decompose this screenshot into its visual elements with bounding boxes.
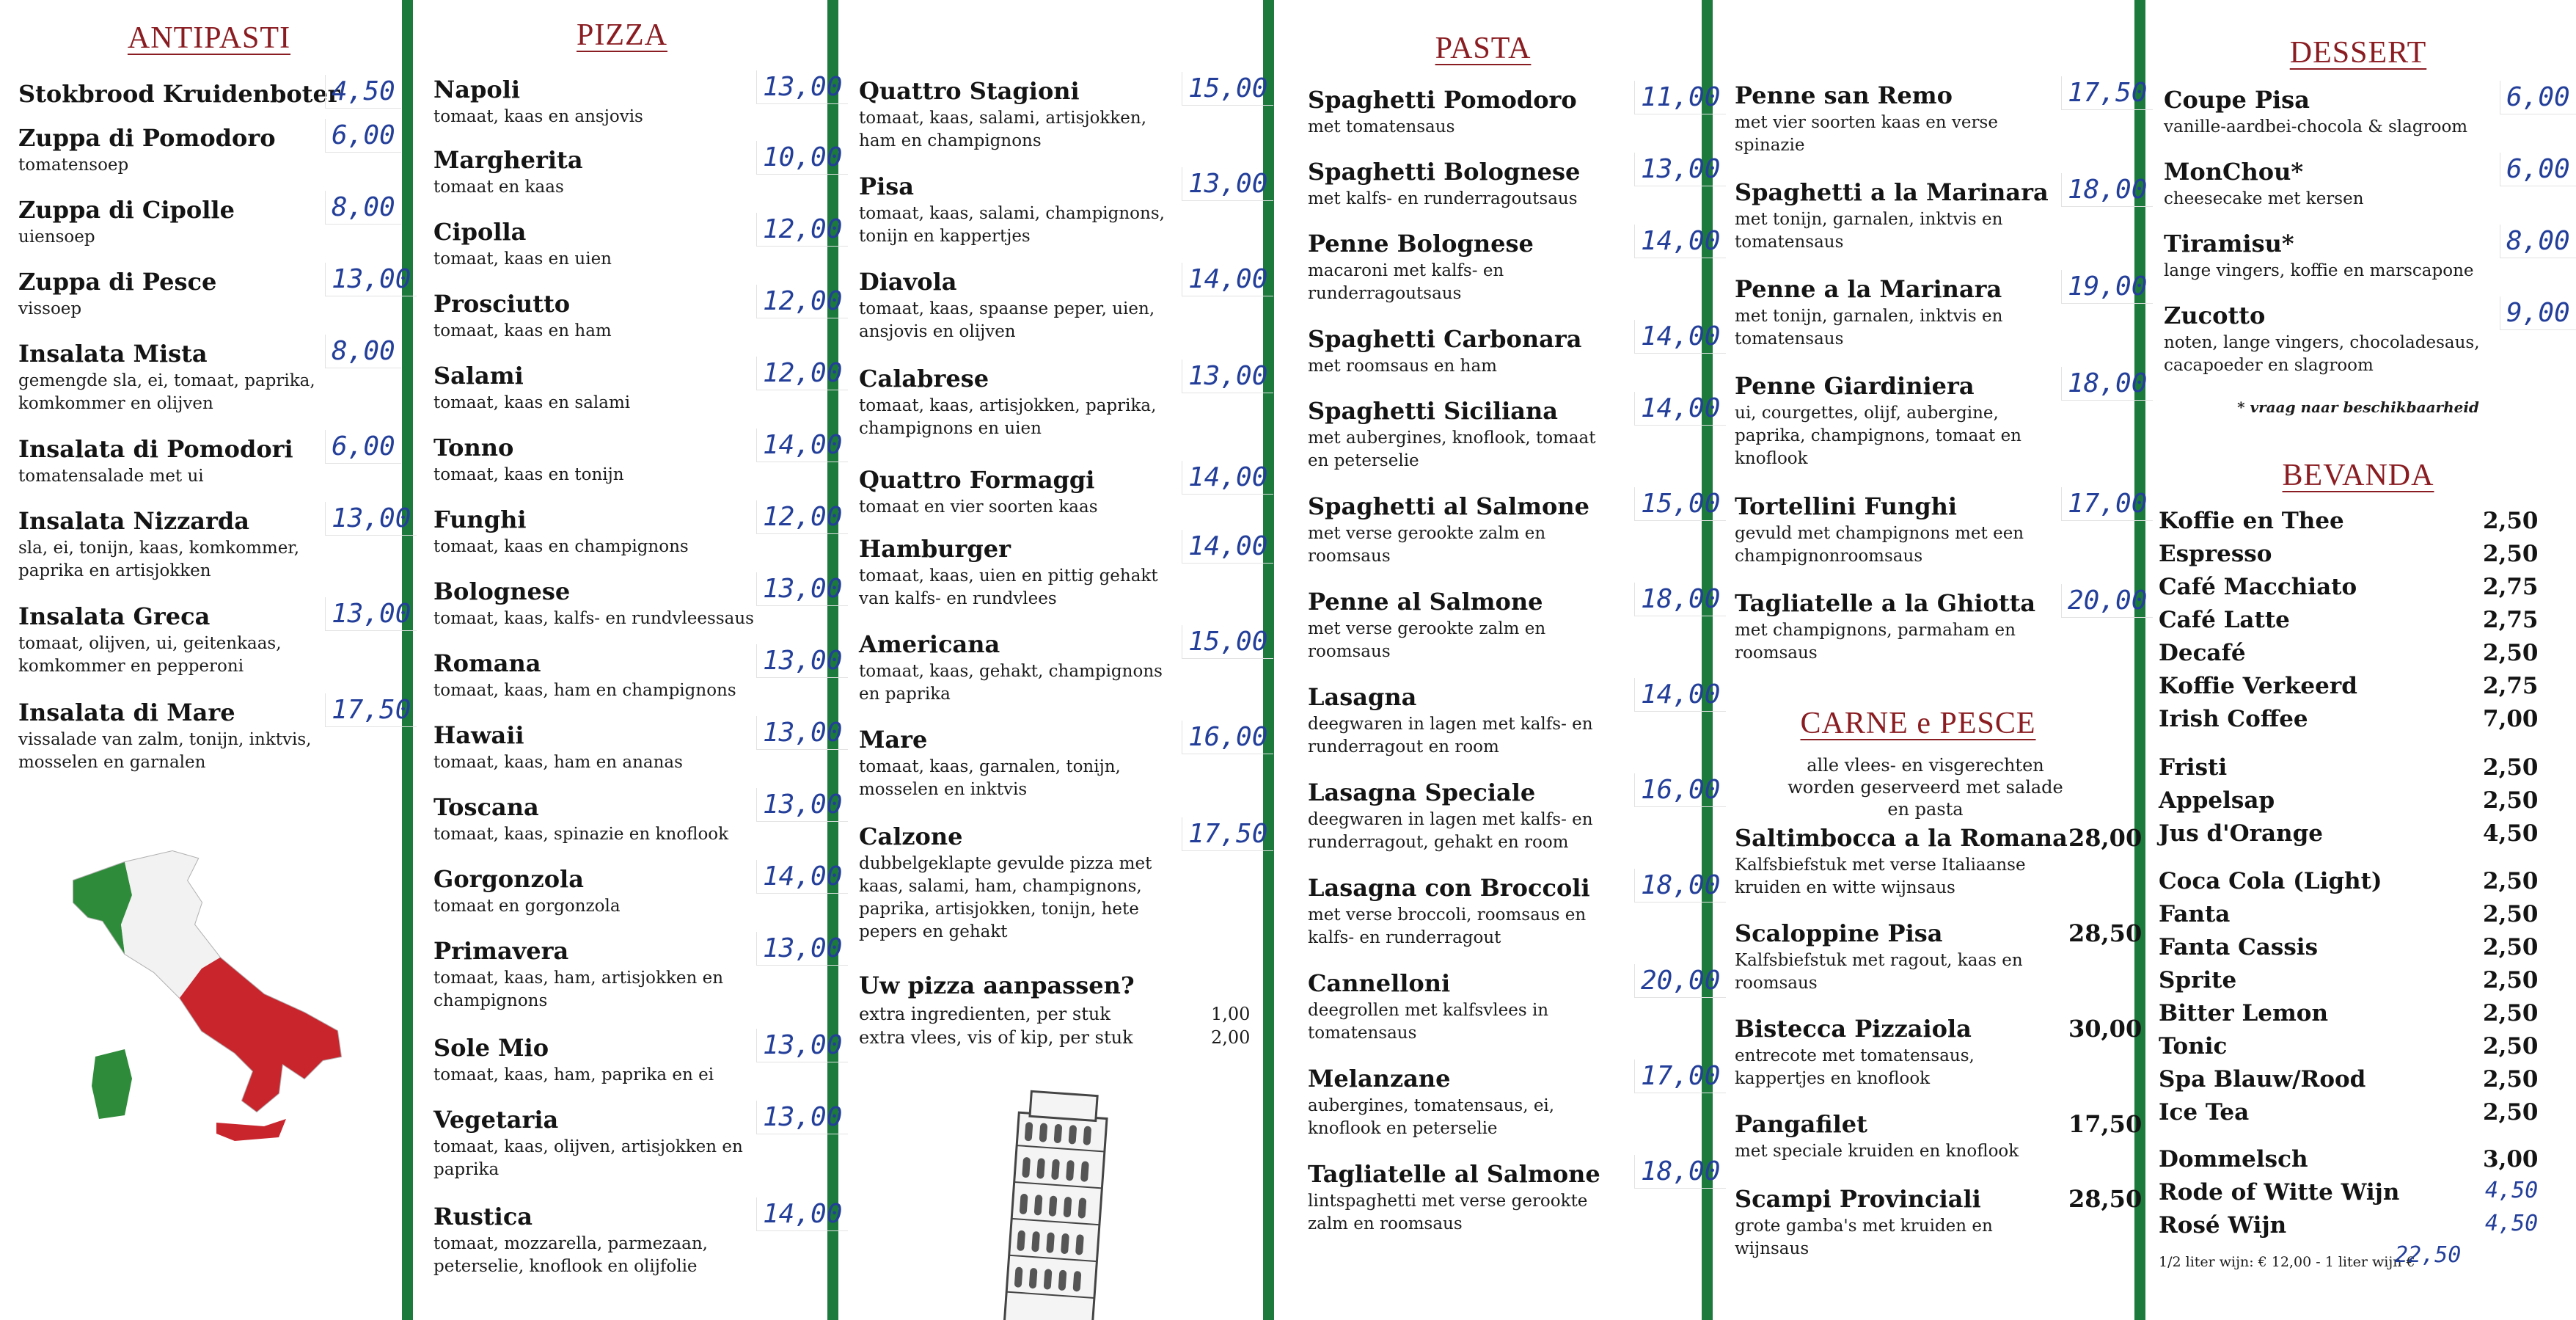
carne-pesce-item [1735, 824, 2143, 905]
pasta-item-name: Spaghetti al Salmone [1308, 492, 1589, 520]
pizza-item [859, 819, 1268, 941]
pasta-item-description: aubergines, tomatensaus, ei, knoflook en peterselie [1308, 1096, 1555, 1138]
carne-pesce-heading: CARNE e PESCE [1800, 707, 2036, 740]
pasta-item-price: 16,00 [1634, 773, 1726, 807]
pizza-item-description: tomaat, kaas en ham [433, 321, 612, 340]
pizza-item-price: 14,00 [756, 860, 848, 894]
pizza-item-description: tomaat, kaas, gehakt, champignons en paprika [859, 662, 1163, 704]
beverage-price: 2,50 [2483, 508, 2539, 534]
beverage-name: Decafé [2159, 640, 2246, 666]
pasta-item-description: met tonijn, garnalen, inktvis en tomatensaus [1735, 307, 2003, 349]
pasta-item-price: 19,00 [2061, 270, 2153, 304]
pizza-item-name: Cipolla [433, 218, 527, 246]
beverage-name: Ice Tea [2159, 1099, 2250, 1126]
pizza-item [433, 933, 843, 1018]
pizza-item-description: tomaat, kaas en tonijn [433, 465, 624, 484]
pasta-item [1308, 393, 1721, 478]
pizza-continued-column [838, 0, 1268, 1320]
pasta-item [1735, 368, 2148, 468]
pasta-item-description: deegrollen met kalfsvlees in tomatensaus [1308, 1001, 1549, 1043]
pizza-item-name: Pisa [859, 172, 914, 200]
antipasti-item-name: Insalata Nizzarda [18, 507, 249, 535]
beverage-price: 2,50 [2483, 1066, 2539, 1093]
pizza-item-name: Primavera [433, 937, 569, 965]
pizza-item-name: Gorgonzola [433, 865, 584, 893]
pizza-item-name: Margherita [433, 146, 583, 174]
antipasti-item-price: 13,00 [325, 502, 417, 536]
carne-pesce-item-price: 30,00 [2068, 1015, 2143, 1043]
beverage-price: 7,00 [2483, 706, 2539, 732]
antipasti-item-description: tomatensalade met ui [18, 467, 204, 486]
pasta-item-name: Lasagna [1308, 683, 1417, 711]
beverage-price: 4,50 [2483, 820, 2539, 847]
pizza-item-name: Mare [859, 726, 928, 754]
pasta-item-description: met tonijn, garnalen, inktvis en tomatensaus [1735, 210, 2003, 252]
dessert-item-name: Coupe Pisa [2164, 86, 2310, 114]
pizza-item [859, 264, 1268, 349]
pizza-item-price: 13,00 [756, 1101, 848, 1134]
pasta-item-name: Penne san Remo [1735, 81, 1953, 109]
pizza-item-name: Toscana [433, 793, 539, 821]
antipasti-item [18, 695, 411, 780]
pasta-item [1308, 489, 1721, 574]
beverage-price: 2,50 [2483, 868, 2539, 894]
pasta-item-description: ui, courgettes, olijf, aubergine, paprika, champignons, tomaat en knoflook [1735, 404, 2021, 468]
pasta-item-name: Penne al Salmone [1308, 588, 1543, 616]
pasta-item-name: Lasagna Speciale [1308, 778, 1536, 806]
dessert-bevanda-column [2145, 0, 2570, 1320]
carne-pesce-item-price: 17,50 [2068, 1110, 2143, 1138]
dessert-item-description: cheesecake met kersen [2164, 189, 2364, 208]
pizza-item-price: 12,00 [756, 500, 848, 534]
pasta-item-price: 14,00 [1634, 678, 1726, 712]
dessert-item-name: Tiramisu* [2164, 230, 2294, 258]
pizza-item-name: Rustica [433, 1203, 533, 1230]
antipasti-item-description: uiensoep [18, 227, 95, 247]
pasta-item-description: met champignons, parmaham en roomsaus [1735, 621, 2016, 663]
column-divider [402, 0, 413, 1320]
pasta-item [1308, 870, 1721, 955]
antipasti-item-description: vissalade van zalm, tonijn, inktvis, mosselen en garnalen [18, 730, 312, 772]
carne-pesce-item-price: 28,00 [2068, 824, 2143, 852]
beverage-name: Fanta Cassis [2159, 934, 2319, 960]
beverage-price: 2,50 [2483, 1033, 2539, 1060]
pasta-carne-column [1713, 0, 2148, 1320]
pizza-item-name: Tonno [433, 434, 514, 462]
beverage-name: Coca Cola (Light) [2159, 868, 2382, 894]
dessert-item-name: MonChou* [2164, 158, 2304, 186]
pasta-item-name: Melanzane [1308, 1065, 1451, 1093]
pasta-item-description: met verse gerookte zalm en roomsaus [1308, 619, 1546, 661]
beverage-price: 2,50 [2483, 967, 2539, 993]
dessert-item-description: lange vingers, koffie en marscapone [2164, 261, 2474, 280]
pizza-item-description: tomaat, kaas en uien [433, 249, 612, 269]
pasta-item-name: Spaghetti Bolognese [1308, 158, 1581, 186]
pizza-item-name: Calabrese [859, 365, 989, 393]
pasta-item-description: deegwaren in lagen met kalfs- en runderragout, gehakt en room [1308, 810, 1593, 852]
pasta-item-description: lintspaghetti met verse gerookte zalm en roomsaus [1308, 1192, 1588, 1233]
beverage-name: Rode of Witte Wijn [2159, 1179, 2400, 1206]
pizza-item-name: Funghi [433, 506, 527, 533]
pizza-item [859, 73, 1268, 158]
pizza-customize-block [859, 972, 1255, 1060]
pizza-item-description: tomaat, kaas en ansjovis [433, 107, 643, 126]
antipasti-item-name: Insalata Mista [18, 340, 208, 368]
pasta-item-description: met roomsaus en ham [1308, 357, 1497, 376]
pizza-item-name: Americana [859, 630, 1000, 658]
pasta-item-name: Spaghetti a la Marinara [1735, 178, 2049, 206]
antipasti-item [18, 336, 400, 421]
carne-pesce-item-price: 28,50 [2068, 919, 2143, 947]
pasta-item [1308, 584, 1721, 669]
antipasti-column [0, 0, 411, 1320]
beverage-name: Fanta [2159, 901, 2231, 927]
wine-liter-price: 22,50 [2395, 1242, 2462, 1268]
leaning-tower-illustration [981, 1086, 1128, 1320]
pizza-item-description: tomaat, kaas, spinazie en knoflook [433, 825, 729, 844]
beverage-price: 2,50 [2483, 787, 2539, 814]
pasta-item-name: Cannelloni [1308, 969, 1451, 997]
column-divider [1702, 0, 1713, 1320]
carne-pesce-item-description: Kalfsbiefstuk met verse Italiaanse kruiden en witte wijnsaus [1735, 856, 2026, 897]
beverage-price: 2,50 [2483, 934, 2539, 960]
antipasti-item-name: Insalata di Pomodori [18, 435, 293, 463]
pizza-item [859, 627, 1268, 712]
pizza-item-name: Napoli [433, 76, 521, 103]
antipasti-item-description: tomaat, olijven, ui, geitenkaas, komkommer en pepperoni [18, 634, 282, 676]
wine-note: 1/2 liter wijn: € 12,00 - 1 liter wijn € [2159, 1254, 2415, 1270]
pizza-item [433, 1199, 843, 1284]
beverage-price: 3,00 [2483, 1146, 2539, 1173]
pasta-item [1735, 78, 2148, 163]
antipasti-item-name: Zuppa di Cipolle [18, 196, 235, 224]
carne-pesce-item-description: grote gamba's met kruiden en wijnsaus [1735, 1217, 1993, 1258]
pasta-item-price: 20,00 [2061, 584, 2153, 618]
beverage-price: 2,50 [2483, 1099, 2539, 1126]
pasta-item-name: Tortellini Funghi [1735, 492, 1957, 520]
pizza-column [413, 0, 843, 1320]
pasta-item [1308, 679, 1721, 765]
pizza-item-name: Vegetaria [433, 1106, 559, 1134]
pasta-item-price: 18,00 [1634, 583, 1726, 616]
pasta-item-description: deegwaren in lagen met kalfs- en runderragout en room [1308, 715, 1593, 756]
pizza-item-price: 13,00 [756, 716, 848, 750]
dessert-item-price: 8,00 [2500, 225, 2576, 258]
pasta-item-price: 20,00 [1634, 964, 1726, 998]
pasta-item-description: met verse gerookte zalm en roomsaus [1308, 524, 1546, 566]
dessert-item-name: Zucotto [2164, 302, 2266, 329]
pizza-item-price: 12,00 [756, 357, 848, 390]
pizza-item-description: tomaat en gorgonzola [433, 897, 621, 916]
antipasti-item-description: sla, ei, tonijn, kaas, komkommer, paprika en artisjokken [18, 539, 300, 580]
pizza-item-price: 13,00 [756, 70, 848, 104]
pasta-item-description: met kalfs- en runderragoutsaus [1308, 189, 1578, 208]
pizza-item-description: tomaat, kaas, garnalen, tonijn, mosselen en inktvis [859, 757, 1121, 799]
pizza-item-name: Calzone [859, 823, 963, 850]
beverage-price: 2,50 [2483, 640, 2539, 666]
pasta-item-price: 14,00 [1634, 225, 1726, 258]
pizza-item-description: tomaat, kaas, salami, champignons, tonijn en kappertjes [859, 204, 1165, 246]
pizza-customize-title: Uw pizza aanpassen? [859, 971, 1135, 999]
italy-map-illustration [44, 836, 367, 1145]
dessert-item-description: noten, lange vingers, chocoladesaus, cacapoeder en slagroom [2164, 333, 2480, 375]
pasta-item [1308, 1156, 1721, 1241]
pasta-item-price: 15,00 [1634, 487, 1726, 521]
pizza-item-price: 14,00 [756, 1197, 848, 1231]
pasta-item-name: Lasagna con Broccoli [1308, 874, 1590, 902]
dessert-footnote: * vraag naar beschikbaarheid [2237, 398, 2479, 416]
pasta-item [1735, 271, 2148, 357]
pasta-item-price: 18,00 [1634, 869, 1726, 903]
pizza-item-name: Hawaii [433, 721, 524, 749]
dessert-item-price: 9,00 [2500, 296, 2576, 330]
pizza-item-description: tomaat, kaas, ham, artisjokken en champignons [433, 969, 724, 1010]
pizza-item-name: Quattro Stagioni [859, 77, 1080, 105]
beverage-price: 2,75 [2483, 574, 2539, 600]
pizza-item-name: Diavola [859, 268, 957, 296]
pizza-item-description: tomaat, kaas, uien en pittig gehakt van kalfs- en rundvlees [859, 566, 1158, 608]
pizza-item-price: 14,00 [1182, 461, 1273, 495]
pasta-item-price: 11,00 [1634, 81, 1726, 114]
pizza-item-price: 15,00 [1182, 72, 1273, 106]
beverage-price: 2,75 [2483, 673, 2539, 699]
beverage-price: 4,50 [2485, 1178, 2539, 1203]
pizza-item-price: 14,00 [1182, 530, 1273, 564]
pasta-heading: PASTA [1435, 32, 1532, 65]
pizza-item-description: tomaat, kaas, olijven, artisjokken en paprika [433, 1137, 743, 1179]
pizza-item-price: 17,50 [1182, 817, 1273, 851]
beverage-name: Appelsap [2159, 787, 2275, 814]
pasta-item-price: 17,50 [2061, 76, 2153, 110]
pasta-item [1735, 586, 2148, 671]
carne-pesce-item-price: 28,50 [2068, 1185, 2143, 1213]
pizza-item-description: tomaat, kaas, ham en ananas [433, 753, 683, 772]
pasta-item-price: 14,00 [1634, 320, 1726, 354]
pizza-item-description: tomaat, kaas, kalfs- en rundvleessaus [433, 609, 754, 628]
pasta-item-name: Tagliatelle a la Ghiotta [1735, 589, 2036, 617]
pasta-item-name: Spaghetti Carbonara [1308, 325, 1582, 353]
carne-pesce-item [1735, 919, 2143, 1001]
pasta-item-price: 18,00 [1634, 1155, 1726, 1189]
beverage-name: Rosé Wijn [2159, 1212, 2287, 1239]
beverage-price: 2,50 [2483, 541, 2539, 567]
dessert-item [2164, 298, 2570, 383]
beverage-price: 4,50 [2485, 1211, 2539, 1236]
antipasti-item-price: 8,00 [325, 335, 401, 368]
pizza-item-price: 13,00 [756, 644, 848, 678]
carne-pesce-item [1735, 1015, 2143, 1096]
carne-pesce-note: alle vlees- en visgerechten worden geserveerd met salade en pasta [1788, 755, 2063, 820]
pasta-item-price: 17,00 [2061, 487, 2153, 521]
pizza-item-price: 13,00 [756, 1029, 848, 1062]
antipasti-item [18, 503, 411, 588]
beverage-name: Koffie Verkeerd [2159, 673, 2357, 699]
pizza-item-description: tomaat, kaas, artisjokken, paprika, champignons en uien [859, 396, 1157, 438]
beverage-name: Espresso [2159, 541, 2272, 567]
pasta-item-name: Penne Giardiniera [1735, 372, 1975, 400]
pasta-item-name: Penne a la Marinara [1735, 275, 2002, 303]
antipasti-item-name: Insalata Greca [18, 602, 211, 630]
pizza-item-name: Prosciutto [433, 290, 571, 318]
pizza-heading: PIZZA [577, 18, 667, 52]
beverage-name: Fristi [2159, 754, 2228, 781]
beverage-price: 2,50 [2483, 901, 2539, 927]
antipasti-item-description: gemengde sla, ei, tomaat, paprika, komkommer en olijven [18, 371, 315, 413]
pizza-item-price: 13,00 [756, 788, 848, 822]
pasta-item [1735, 175, 2148, 260]
antipasti-item-name: Zuppa di Pesce [18, 268, 217, 296]
extra-meat-line: extra vlees, vis of kip, per stuk [859, 1027, 1133, 1048]
pizza-item-description: tomaat, kaas, ham en champignons [433, 681, 736, 700]
carne-pesce-item-name: Bistecca Pizzaiola [1735, 1015, 1972, 1043]
dessert-heading: DESSERT [2289, 36, 2427, 70]
pizza-item [859, 169, 1268, 254]
antipasti-item-description: vissoep [18, 299, 82, 318]
beverage-name: Jus d'Orange [2159, 820, 2323, 847]
pasta-item [1308, 775, 1721, 860]
pasta-item-description: met tomatensaus [1308, 117, 1455, 136]
carne-pesce-item-description: met speciale kruiden en knoflook [1735, 1142, 2019, 1161]
pizza-item [433, 1102, 843, 1187]
antipasti-item-name: Zuppa di Pomodoro [18, 124, 276, 152]
antipasti-item-name: Stokbrood Kruidenboter [18, 80, 340, 108]
antipasti-item-description: tomatensoep [18, 156, 129, 175]
extra-ingredients-price: 1,00 [1211, 1004, 1251, 1024]
pasta-item-name: Tagliatelle al Salmone [1308, 1160, 1600, 1188]
pizza-item-name: Sole Mio [433, 1034, 549, 1062]
pizza-item-name: Quattro Formaggi [859, 466, 1095, 494]
beverage-name: Café Macchiato [2159, 574, 2357, 600]
pizza-item-price: 14,00 [756, 429, 848, 462]
bevanda-heading: BEVANDA [2282, 459, 2434, 492]
pizza-item-description: tomaat en kaas [433, 178, 564, 197]
pasta-item-description: macaroni met kalfs- en runderragoutsaus [1308, 261, 1504, 303]
beverage-name: Spa Blauw/Rood [2159, 1066, 2366, 1093]
pizza-item-description: tomaat, mozzarella, parmezaan, peterselie, knoflook en olijfolie [433, 1234, 708, 1276]
pizza-item-price: 13,00 [1182, 360, 1273, 393]
antipasti-item-price: 17,50 [325, 693, 417, 727]
carne-pesce-item [1735, 1110, 2143, 1192]
beverage-name: Café Latte [2159, 607, 2290, 633]
antipasti-item [18, 599, 411, 684]
beverage-name: Tonic [2159, 1033, 2228, 1060]
antipasti-item-price: 13,00 [325, 263, 417, 296]
pasta-item [1308, 966, 1721, 1051]
dessert-item-description: vanille-aardbei-chocola & slagroom [2164, 117, 2468, 136]
pizza-item-name: Bolognese [433, 577, 571, 605]
pizza-item-price: 14,00 [1182, 263, 1273, 296]
pizza-item-description: tomaat, kaas, salami, artisjokken, ham en champignons [859, 109, 1147, 150]
antipasti-item-price: 13,00 [325, 597, 417, 631]
pizza-item-price: 16,00 [1182, 721, 1273, 754]
pasta-item-description: gevuld met champignons met een champignonroomsaus [1735, 524, 2024, 566]
antipasti-item-price: 6,00 [325, 430, 401, 464]
pasta-item-price: 14,00 [1634, 392, 1726, 426]
carne-pesce-item-name: Pangafilet [1735, 1110, 1867, 1138]
pizza-item-price: 12,00 [756, 285, 848, 318]
pasta-item-name: Spaghetti Siciliana [1308, 397, 1559, 425]
antipasti-item-price: 6,00 [325, 119, 401, 153]
carne-pesce-item [1735, 1185, 2143, 1266]
carne-pesce-item-name: Saltimbocca a la Romana [1735, 824, 2068, 852]
pasta-item-description: met aubergines, knoflook, tomaat en peterselie [1308, 429, 1596, 470]
pizza-item-description: tomaat, kaas, spaanse peper, uien, ansjovis en olijven [859, 299, 1155, 341]
pizza-item-name: Hamburger [859, 535, 1011, 563]
pasta-item-name: Spaghetti Pomodoro [1308, 86, 1577, 114]
pizza-item-price: 13,00 [756, 572, 848, 606]
extra-ingredients-line: extra ingredienten, per stuk [859, 1004, 1110, 1024]
pizza-item-description: tomaat en vier soorten kaas [859, 497, 1098, 517]
antipasti-heading: ANTIPASTI [127, 21, 291, 55]
pasta-item-description: met vier soorten kaas en verse spinazie [1735, 113, 1998, 155]
beverage-price: 2,50 [2483, 754, 2539, 781]
beverage-name: Sprite [2159, 967, 2237, 993]
pizza-item [859, 531, 1268, 616]
pizza-item-price: 10,00 [756, 141, 848, 175]
beverage-price: 2,50 [2483, 1000, 2539, 1027]
pizza-item-price: 15,00 [1182, 625, 1273, 659]
beverage-name: Dommelsch [2159, 1146, 2308, 1173]
pizza-item-price: 13,00 [756, 932, 848, 966]
pizza-item-description: tomaat, kaas, ham, paprika en ei [433, 1065, 714, 1084]
pizza-item [859, 361, 1268, 446]
beverage-price: 2,75 [2483, 607, 2539, 633]
pasta-item-price: 17,00 [1634, 1060, 1726, 1093]
antipasti-item-name: Insalata di Mare [18, 699, 235, 726]
beverage-name: Koffie en Thee [2159, 508, 2344, 534]
pizza-item [859, 722, 1268, 807]
pasta-item-name: Penne Bolognese [1308, 230, 1534, 258]
carne-pesce-item-description: Kalfsbiefstuk met ragout, kaas en roomsaus [1735, 951, 2023, 993]
pasta-item-price: 18,00 [2061, 367, 2153, 401]
pizza-item-description: tomaat, kaas en salami [433, 393, 631, 412]
dessert-item-price: 6,00 [2500, 153, 2576, 186]
carne-pesce-item-name: Scaloppine Pisa [1735, 919, 1943, 947]
pizza-item-name: Romana [433, 649, 541, 677]
beverage-name: Irish Coffee [2159, 706, 2308, 732]
pasta-column [1274, 0, 1721, 1320]
dessert-item-price: 6,00 [2500, 81, 2576, 114]
carne-pesce-item-description: entrecote met tomatensaus, kappertjes en knoflook [1735, 1046, 1975, 1088]
pasta-item [1308, 1061, 1721, 1146]
pasta-item [1308, 226, 1721, 311]
pizza-item-name: Salami [433, 362, 524, 390]
pizza-item-description: tomaat, kaas en champignons [433, 537, 689, 556]
carne-pesce-item-name: Scampi Provinciali [1735, 1185, 1981, 1213]
antipasti-item-price: 8,00 [325, 191, 401, 225]
pasta-item [1735, 489, 2148, 574]
pasta-item-description: met verse broccoli, roomsaus en kalfs- en runderragout [1308, 905, 1587, 947]
pizza-item-price: 13,00 [1182, 167, 1273, 201]
pizza-item-price: 12,00 [756, 213, 848, 247]
extra-meat-price: 2,00 [1211, 1027, 1251, 1048]
pasta-item-price: 13,00 [1634, 153, 1726, 186]
beverage-name: Bitter Lemon [2159, 1000, 2329, 1027]
pizza-item-description: dubbelgeklapte gevulde pizza met kaas, salami, ham, champignons, paprika, artisjokken, tonijn, hete pepers en gehakt [859, 854, 1152, 941]
pasta-item-price: 18,00 [2061, 173, 2153, 207]
antipasti-item-price: 4,50 [325, 75, 401, 109]
